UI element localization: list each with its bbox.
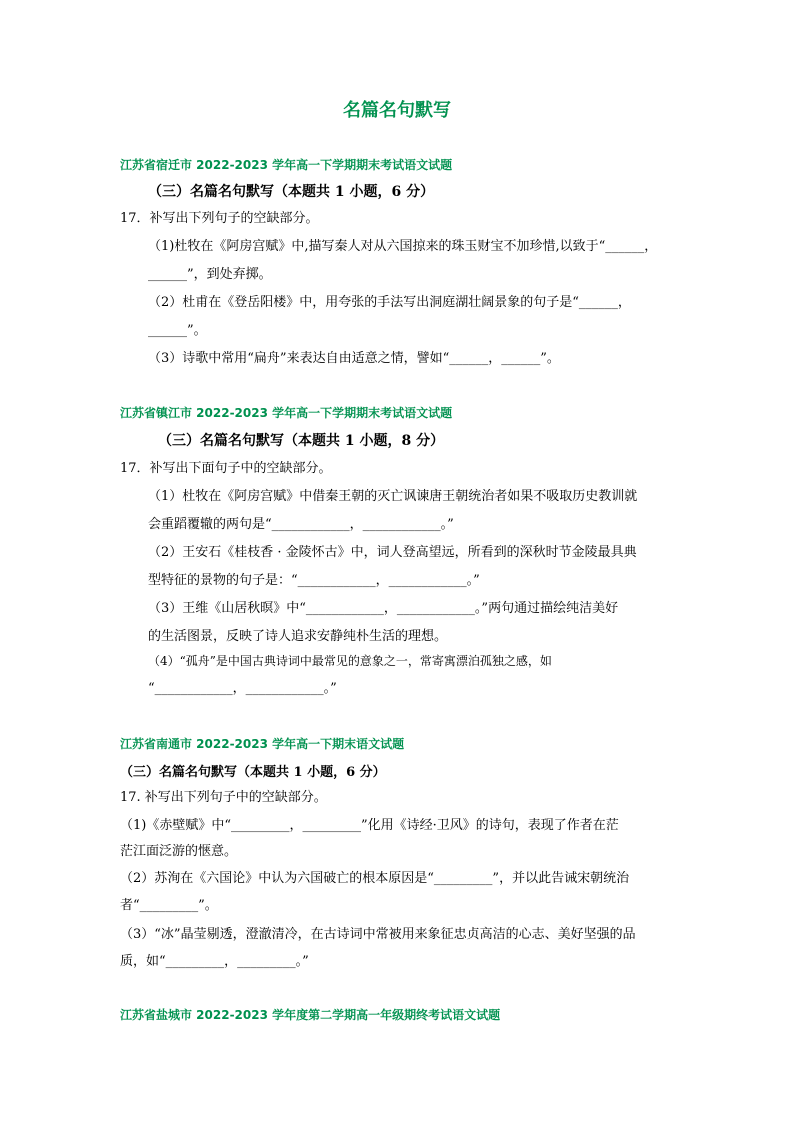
question-line: ______”。 xyxy=(148,323,207,338)
question-line: 会重蹈覆辙的两句是“____________，____________。” xyxy=(148,517,454,532)
question-line: （1）杜牧在《阿房宫赋》中借秦王朝的灭亡讽谏唐王朝统治者如果不吸取历史教训就 xyxy=(148,489,638,504)
question-line: ______”，到处弃掷。 xyxy=(148,267,272,282)
page-title: 名篇名句默写 xyxy=(343,100,451,121)
question-line: “____________，____________。” xyxy=(148,681,337,696)
question-line: 质，如“_________，_________。” xyxy=(120,954,309,969)
question-line: （3）诗歌中常用“扁舟”来表达自由适意之情，譬如“______，______”。 xyxy=(148,351,560,366)
section-source: 江苏省南通市 2022-2023 学年高一下期末语文试题 xyxy=(120,737,405,751)
question-line: （1)杜牧在《阿房宫赋》中,描写秦人对从六国掠来的珠玉财宝不加珍惜,以致于“______， xyxy=(148,239,658,254)
section-source: 江苏省镇江市 2022-2023 学年高一下学期期末考试语文试题 xyxy=(120,406,453,420)
section-subtitle: （三）名篇名句默写（本题共 1 小题，8 分） xyxy=(158,433,445,449)
question-line: （2）杜甫在《登岳阳楼》中，用夸张的手法写出洞庭湖壮阔景象的句子是“______， xyxy=(148,295,631,310)
question-line: （3）“冰”晶莹剔透，澄澈清冷，在古诗词中常被用来象征忠贞高洁的心志、美好坚强的品 xyxy=(120,927,636,942)
question-line: 型特征的景物的句子是：“____________，____________。” xyxy=(148,573,480,588)
question-stem: 17．补写出下列句子的空缺部分。 xyxy=(120,211,319,226)
section-subtitle: （三）名篇名句默写（本题共 1 小题，6 分） xyxy=(120,765,386,780)
question-line: 茫江面泛游的惬意。 xyxy=(120,844,238,859)
question-line: （4）“孤舟”是中国古典诗词中最常见的意象之一，常寄寓漂泊孤独之感，如 xyxy=(148,654,552,668)
question-line: （3）王维《山居秋暝》中“____________，____________。”两句通过描绘纯洁美好 xyxy=(148,601,619,616)
question-stem: 17. 补写出下列句子中的空缺部分。 xyxy=(120,790,327,805)
question-stem: 17．补写出下面句子中的空缺部分。 xyxy=(120,461,332,476)
question-line: 的生活图景，反映了诗人追求安静纯朴生活的理想。 xyxy=(148,629,448,644)
question-line: （2）苏洵在《六国论》中认为六国破亡的根本原因是“_________”，并以此告诫宋朝统治 xyxy=(120,871,630,886)
question-line: （2）王安石《桂枝香 · 金陵怀古》中，词人登高望远，所看到的深秋时节金陵最具典 xyxy=(148,545,637,560)
section-source: 江苏省盐城市 2022-2023 学年度第二学期高一年级期终考试语文试题 xyxy=(120,1008,501,1022)
section-subtitle: （三）名篇名句默写（本题共 1 小题，6 分） xyxy=(148,184,435,200)
question-line: （1)《赤壁赋》中“_________，_________”化用《诗经·卫风》的诗句，表现了作者在茫 xyxy=(120,818,619,833)
section-source: 江苏省宿迁市 2022-2023 学年高一下学期期末考试语文试题 xyxy=(120,158,453,172)
question-line: 者“_________”。 xyxy=(120,898,218,913)
